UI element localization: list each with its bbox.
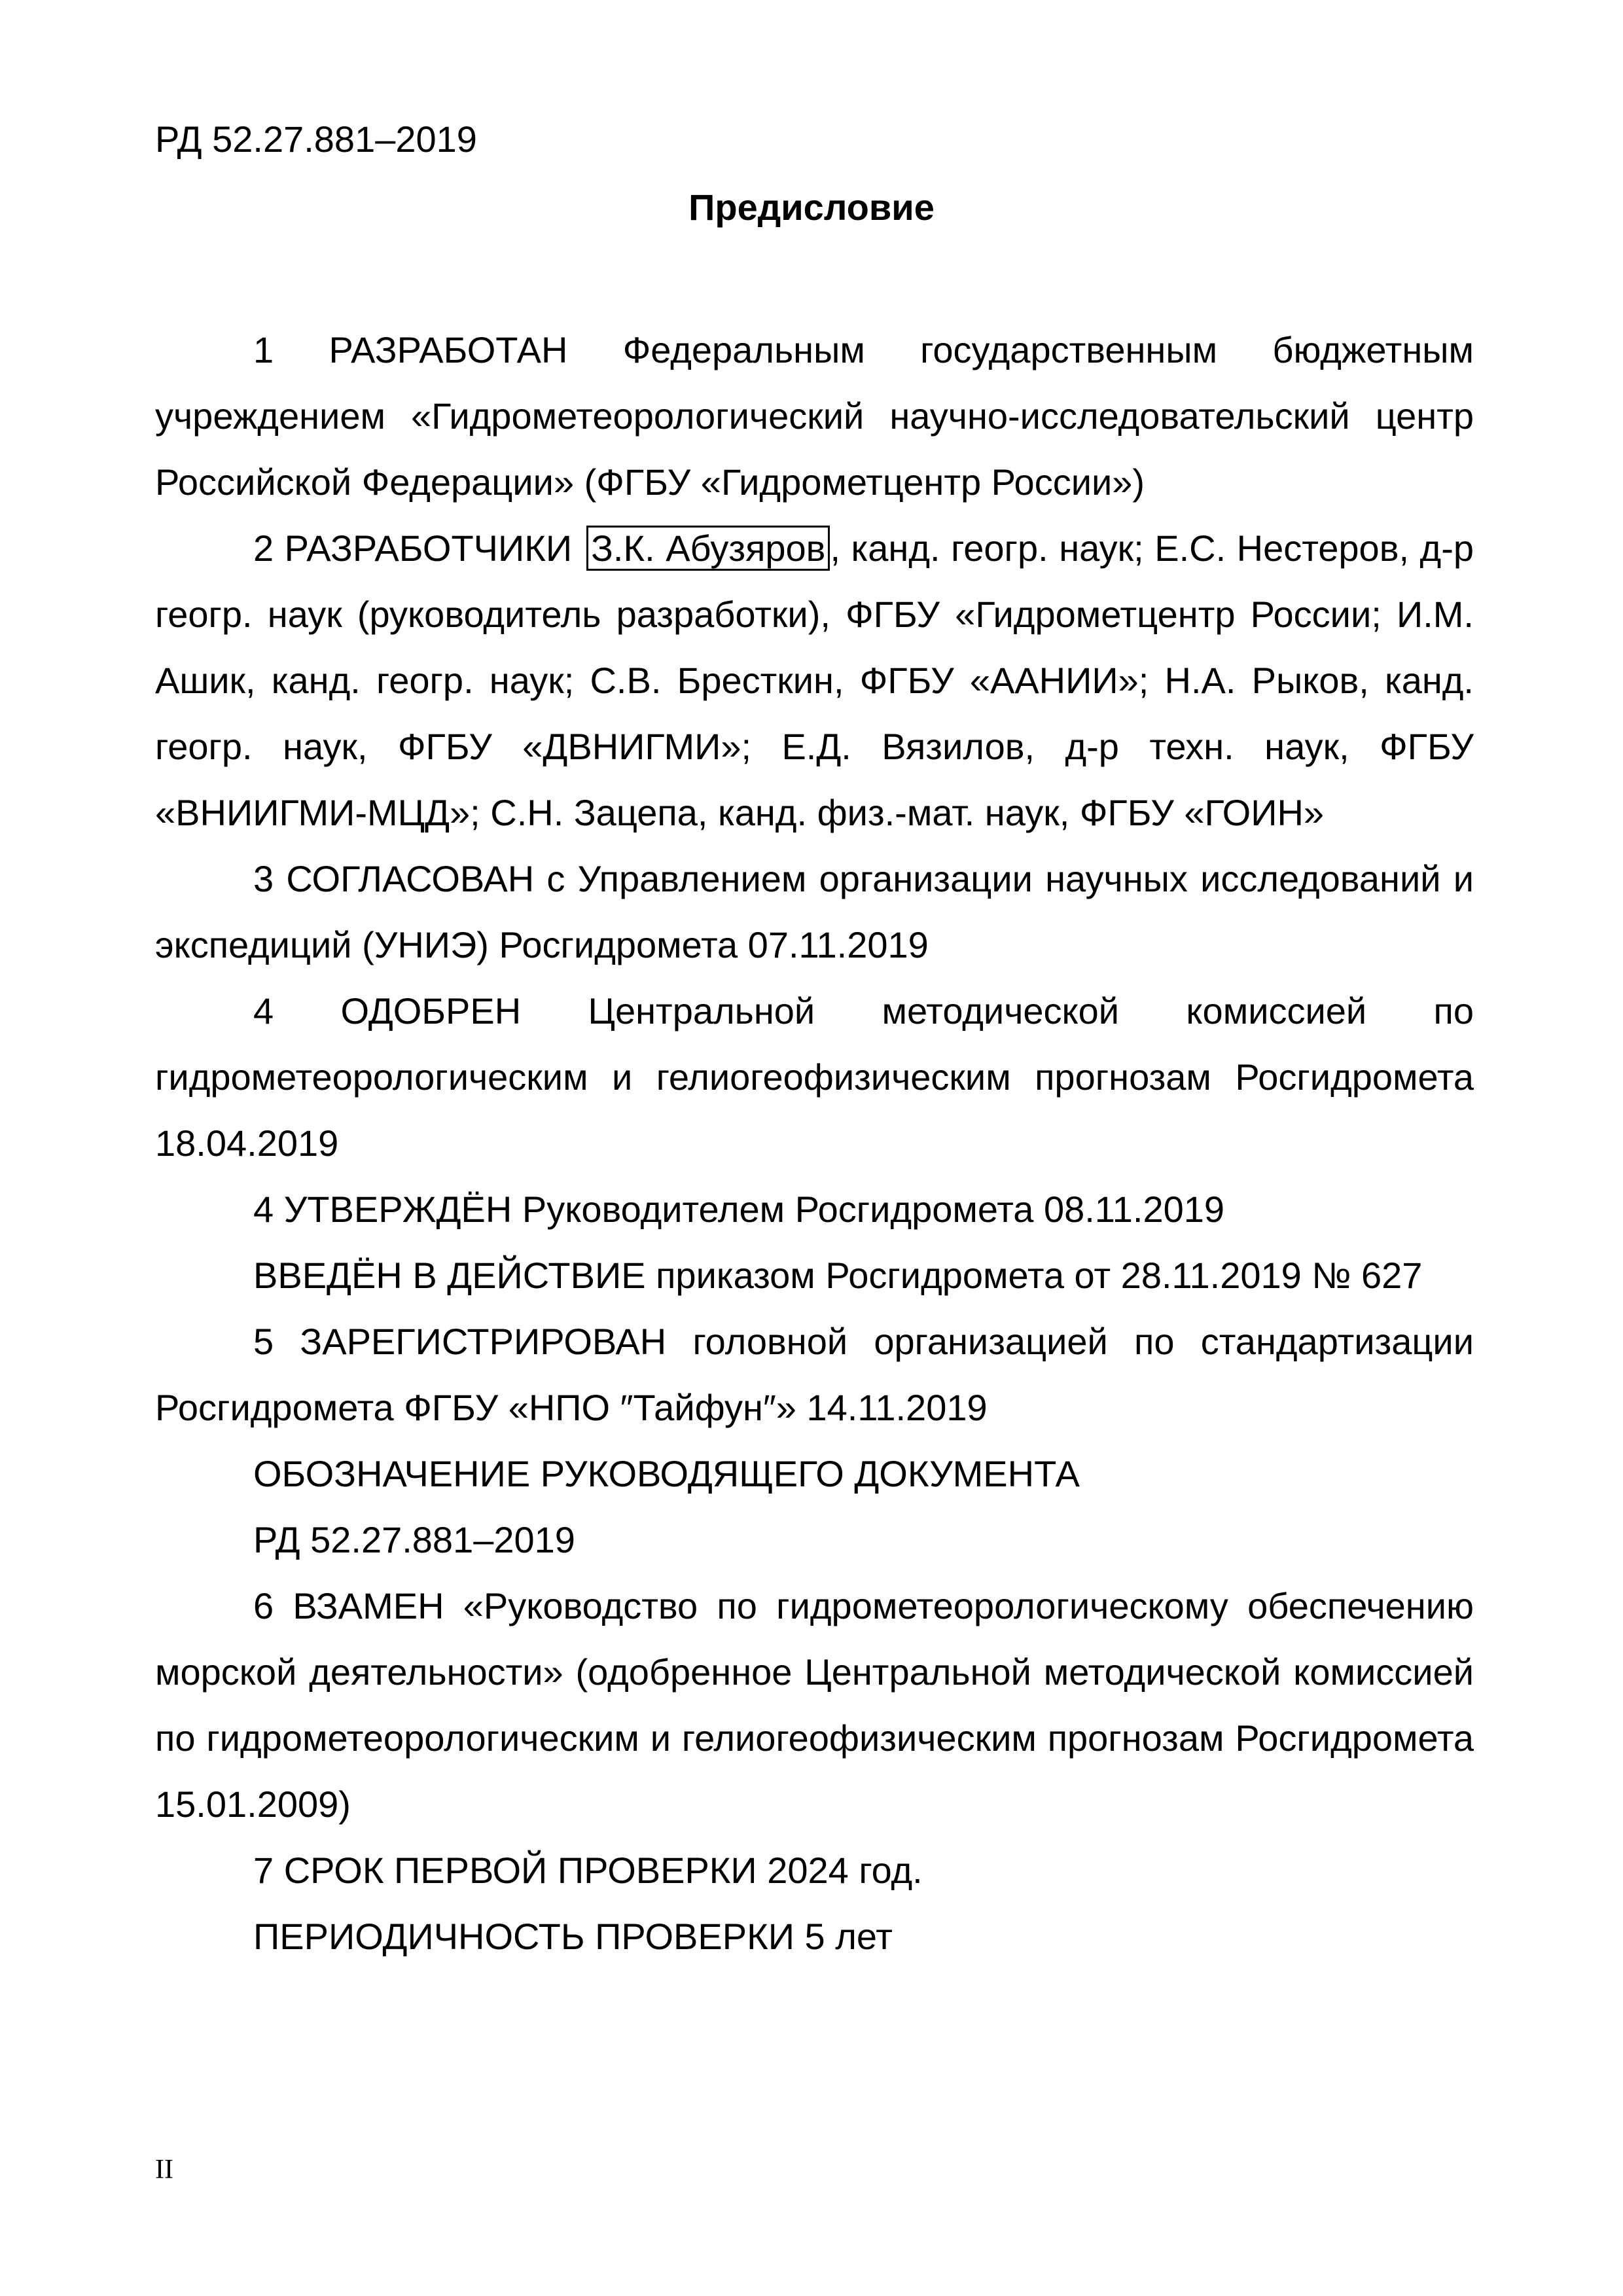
paragraph-approved-commission: 4 ОДОБРЕН Центральной методической комиссией по гидрометеорологическим и гелиогеофизическим прогнозам Росгидромета 18.04.2019 [155, 990, 1474, 1164]
paragraph-approved-head: 4 УТВЕРЖДЁН Руководителем Росгидромета 08.11.2019 [253, 1189, 1225, 1230]
page-number: II [155, 2155, 173, 2185]
preface-body [155, 317, 1474, 1969]
developers-list: , канд. геогр. наук; Е.С. Нестеров, д-р геогр. наук (руководитель разработки), ФГБУ «Гидрометцентр России; И.М. Ашик, канд. геогр. наук; С.В. Бресткин, ФГБУ «ААНИИ»; Н.А. Рыков, канд. геогр. наук, ФГБУ «ДВНИГМИ»; Е.Д. Вязилов, д-р техн. наук, ФГБУ «ВНИИГМИ-МЦД»; С.Н. Зацепа, канд. физ.-мат. наук, ФГБУ «ГОИН» [155, 528, 1474, 833]
paragraph-developers [155, 515, 1474, 846]
document-code-header: РД 52.27.881–2019 [155, 118, 477, 160]
paragraph-designation-code: РД 52.27.881–2019 [253, 1519, 575, 1560]
paragraph-agreed: 3 СОГЛАСОВАН с Управлением организации научных исследований и экспедиций (УНИЭ) Росгидромета 07.11.2019 [155, 858, 1474, 965]
paragraph-enacted: ВВЕДЁН В ДЕЙСТВИЕ приказом Росгидромета от 28.11.2019 № 627 [253, 1255, 1423, 1296]
boxed-developer-name: З.К. Абузяров [586, 526, 830, 571]
paragraph-registered: 5 ЗАРЕГИСТРИРОВАН головной организацией по стандартизации Росгидромета ФГБУ «НПО ″Тайфун″» 14.11.2019 [155, 1321, 1474, 1428]
paragraph-designation-label: ОБОЗНАЧЕНИЕ РУКОВОДЯЩЕГО ДОКУМЕНТА [253, 1453, 1080, 1494]
developers-lead: 2 РАЗРАБОТЧИКИ [253, 528, 573, 569]
paragraph-developed-by: 1 РАЗРАБОТАН Федеральным государственным бюджетным учреждением «Гидрометеорологический научно-исследовательский центр Российской Федерации» (ФГБУ «Гидрометцентр России») [155, 329, 1474, 503]
page-title: Предисловие [688, 187, 935, 228]
paragraph-first-review: 7 СРОК ПЕРВОЙ ПРОВЕРКИ 2024 год. [253, 1850, 923, 1891]
paragraph-replaces: 6 ВЗАМЕН «Руководство по гидрометеорологическому обеспечению морской деятельности» (одобренное Центральной методической комиссией по гидрометеорологическим и гелиогеофизическим прогнозам Росгидромета 15.01.2009) [155, 1585, 1474, 1825]
paragraph-review-period: ПЕРИОДИЧНОСТЬ ПРОВЕРКИ 5 лет [253, 1916, 893, 1957]
